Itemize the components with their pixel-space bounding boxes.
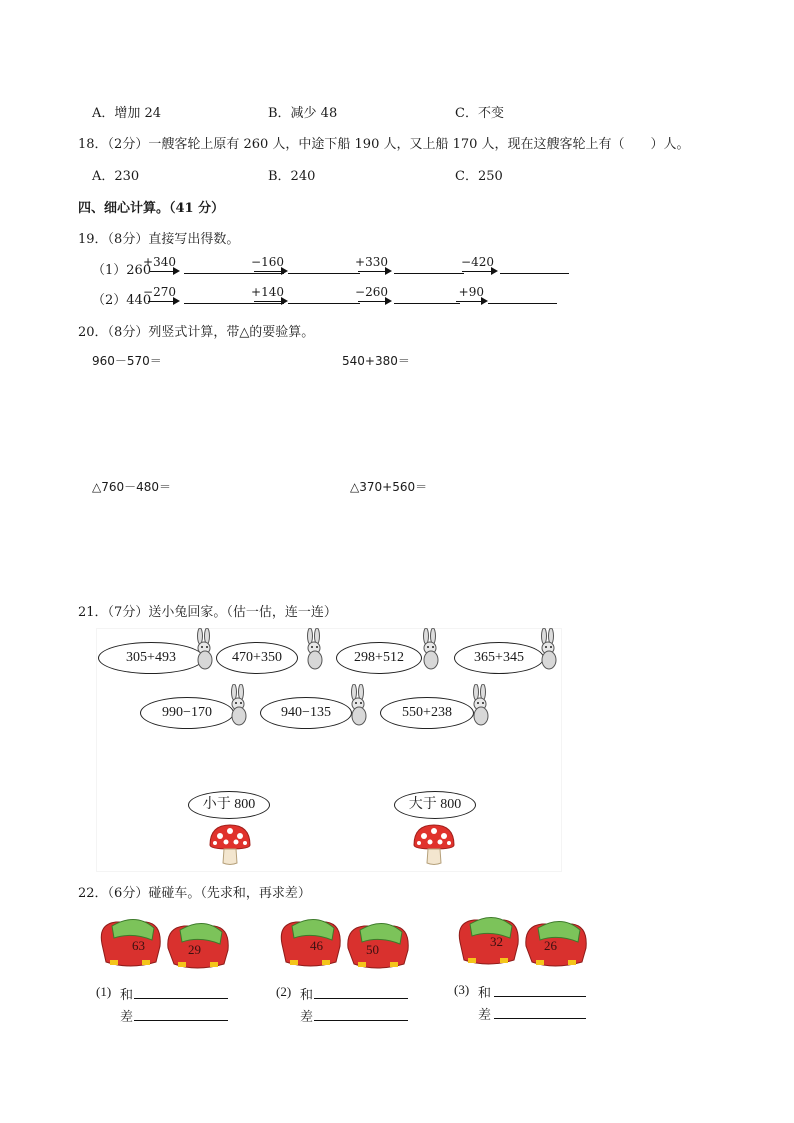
- q20-expr-2: 540+380＝: [342, 354, 410, 368]
- less-than-800-label[interactable]: 小于 800: [188, 791, 270, 819]
- q19-row1-arrow-4: −420: [462, 258, 496, 272]
- q19-row1-answer[interactable]: [500, 259, 569, 274]
- q19-row2-arrow-4: +90: [456, 288, 486, 302]
- bumper-car-group-2: [276, 914, 414, 1024]
- expression-oval[interactable]: 298+512: [336, 642, 422, 674]
- difference-label: 差: [120, 1009, 134, 1024]
- q22-title: 22．（6分）碰碰车。（先求和，再求差）: [78, 886, 311, 901]
- rabbit-icon: [468, 684, 494, 726]
- greater-than-800-label[interactable]: 大于 800: [394, 791, 476, 819]
- q21-title: 21．（7分）送小兔回家。（估一估，连一连）: [78, 605, 337, 620]
- expression-oval[interactable]: 365+345: [454, 642, 544, 674]
- rabbit-icon: [302, 628, 328, 670]
- difference-answer-blank[interactable]: [494, 1004, 586, 1019]
- car-number: 32: [490, 934, 503, 949]
- q20-expr-4: △370+560＝: [350, 480, 428, 494]
- difference-label: 差: [300, 1009, 314, 1024]
- bumper-car-icon: [276, 914, 414, 972]
- q19-row2-arrow-2: +140: [254, 288, 286, 302]
- difference-answer-blank[interactable]: [314, 1006, 408, 1021]
- q19-title: 19．（8分）直接写出得数。: [78, 232, 240, 247]
- q22-label-3: (3): [454, 982, 470, 997]
- q19-row2-arrow-1: −270: [148, 288, 178, 302]
- q20-title: 20．（8分）列竖式计算，带△的要验算。: [78, 325, 315, 340]
- section-heading: 四、细心计算。（41 分）: [78, 201, 225, 216]
- q19-row2-answer[interactable]: [488, 289, 557, 304]
- difference-label: 差: [478, 1007, 492, 1022]
- q19-row1-arrow-1: +340: [150, 258, 178, 272]
- difference-answer-blank[interactable]: [134, 1006, 228, 1021]
- rabbit-icon: [192, 628, 218, 670]
- q17-option-b: B．减少 48: [268, 106, 338, 121]
- q19-row2-blank-2[interactable]: [288, 289, 360, 304]
- bumper-car-group-1: [96, 914, 234, 1024]
- sum-label: 和: [120, 987, 134, 1002]
- rabbit-icon: [346, 684, 372, 726]
- car-number: 63: [132, 938, 145, 953]
- car-number: 50: [366, 942, 379, 957]
- q22-label-1: (1): [96, 984, 112, 999]
- q18-option-c: C．250: [455, 169, 503, 184]
- car-number: 29: [188, 942, 201, 957]
- bumper-car-group-3: [454, 912, 594, 1022]
- q20-expr-3: △760－480＝: [92, 480, 172, 494]
- sum-answer-blank[interactable]: [134, 984, 228, 999]
- q19-row1-start: （1）260: [92, 263, 152, 278]
- q19-row1-blank-3[interactable]: [394, 259, 464, 274]
- sum-label: 和: [478, 985, 492, 1000]
- bumper-car-icon: [96, 914, 234, 972]
- expression-oval[interactable]: 550+238: [380, 697, 474, 729]
- q19-row2-start: （2）440: [92, 293, 152, 308]
- q17-option-c: C．不变: [455, 106, 504, 121]
- q19-row1-blank-2[interactable]: [288, 259, 360, 274]
- expression-oval[interactable]: 470+350: [216, 642, 298, 674]
- expression-oval[interactable]: 305+493: [98, 642, 204, 674]
- rabbit-matching-panel: [96, 628, 562, 872]
- expression-oval[interactable]: 990−170: [140, 697, 234, 729]
- sum-answer-blank[interactable]: [314, 984, 408, 999]
- car-number: 26: [544, 938, 557, 953]
- expression-oval[interactable]: 940−135: [260, 697, 352, 729]
- mushroom-icon: [410, 821, 458, 867]
- car-number: 46: [310, 938, 323, 953]
- q19-row2-arrow-3: −260: [358, 288, 390, 302]
- q18-option-a: A．230: [92, 169, 140, 184]
- rabbit-icon: [226, 684, 252, 726]
- q19-row1-arrow-3: +330: [358, 258, 390, 272]
- q20-expr-1: 960－570＝: [92, 354, 162, 368]
- sum-answer-blank[interactable]: [494, 982, 586, 997]
- q19-row2-blank-3[interactable]: [394, 289, 460, 304]
- sum-label: 和: [300, 987, 314, 1002]
- bumper-car-icon: [454, 912, 592, 970]
- rabbit-icon: [418, 628, 444, 670]
- mushroom-icon: [206, 821, 254, 867]
- q19-row1-arrow-2: −160: [254, 258, 286, 272]
- q18-option-b: B．240: [268, 169, 316, 184]
- q17-option-a: A．增加 24: [92, 106, 162, 121]
- rabbit-icon: [536, 628, 562, 670]
- q18-text: 18．（2分）一艘客轮上原有 260 人，中途下船 190 人，又上船 170 人，现在这艘客轮上有（ ）人。: [78, 137, 690, 152]
- q22-label-2: (2): [276, 984, 292, 999]
